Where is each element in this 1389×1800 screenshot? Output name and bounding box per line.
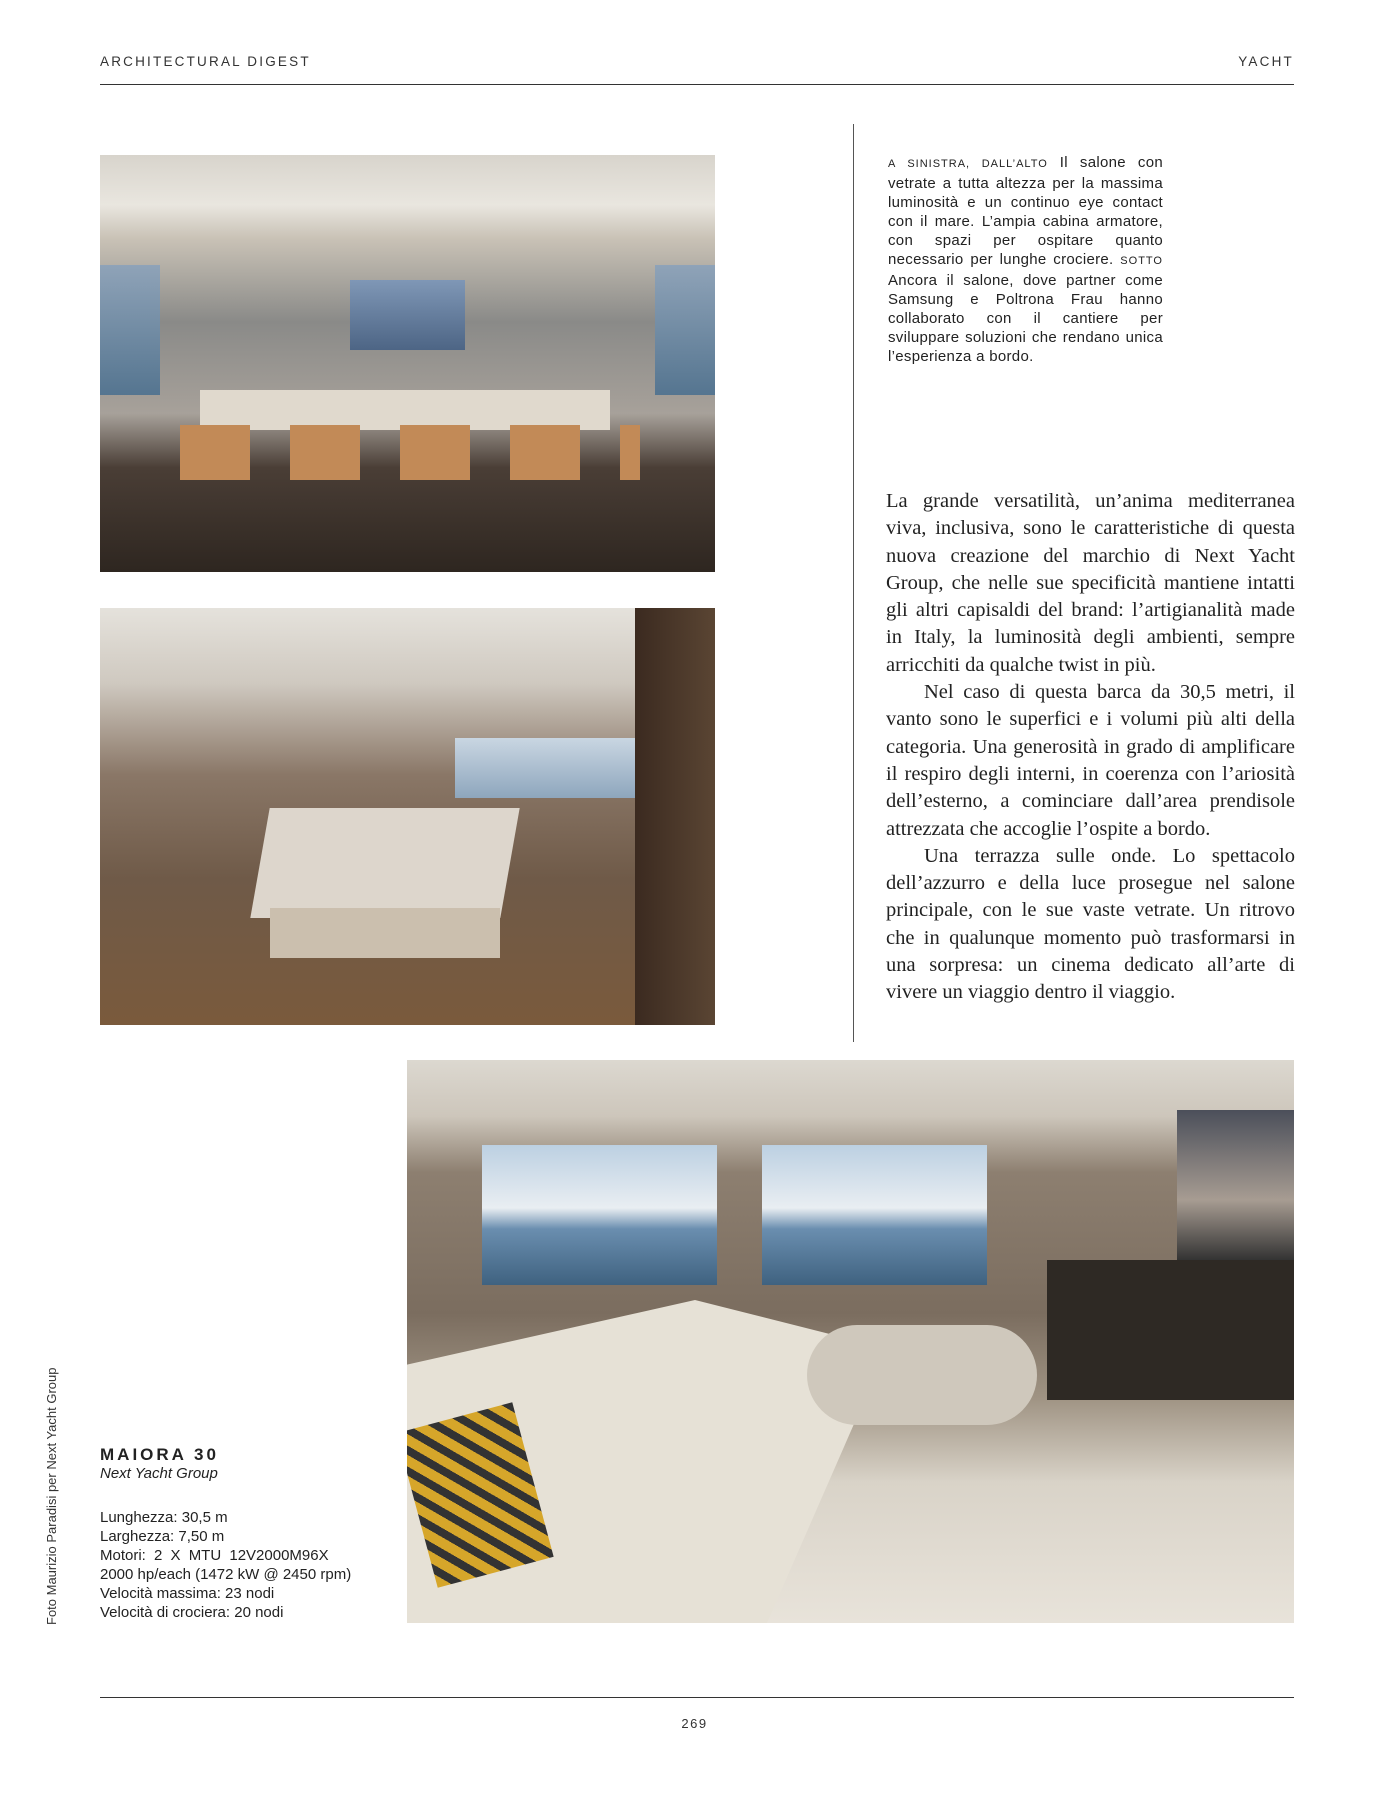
photo-master-cabin: [100, 608, 715, 1025]
paragraph: Nel caso di questa barca da 30,5 metri, il vanto sono le superfici e i volumi più alti della categoria. Una generosità in grado di amplificare il respiro degli interni, in coerenza con l’ariosità dell’esterno, a cominciare dall’area prendisole attrezzata che accoglie l’ospite a bordo.: [886, 681, 1295, 840]
caption-lead: SOTTO: [1120, 255, 1163, 267]
page-number: 269: [681, 1716, 708, 1731]
photo-main-salon: [407, 1060, 1294, 1623]
spec-box: [100, 1445, 351, 1622]
section-name: YACHT: [1238, 54, 1294, 69]
paragraph: Una terrazza sulle onde. Lo spettacolo dell’azzurro e della luce prosegue nel salone principale, con le sue vaste vetrate. Un ritrovo che in qualunque momento può trasformarsi in una sorpresa: un cinema dedicato all’arte di vivere un viaggio dentro il viaggio.: [886, 844, 1295, 1004]
footer-rule: [100, 1697, 1294, 1698]
spec-line: Velocità di crociera: 20 nodi: [100, 1604, 284, 1621]
column-divider: [853, 124, 854, 1042]
yacht-name: MAIORA 30: [100, 1445, 219, 1464]
caption-text: Ancora il salone, dove partner come Samsung e Poltrona Frau hanno collaborato con il cantiere per sviluppare soluzioni che rendano unica l’esperienza a bordo.: [888, 272, 1163, 365]
caption-lead: A SINISTRA, DALL’ALTO: [888, 158, 1048, 170]
spec-line: 2000 hp/each (1472 kW @ 2450 rpm): [100, 1566, 352, 1583]
builder-name: Next Yacht Group: [100, 1465, 218, 1482]
spec-line: Motori: 2 X MTU 12V2000M96X: [100, 1547, 329, 1564]
caption-text: Il salone con vetrate a tutta altezza per la massima luminosità e un continuo eye contact con il mare. L’ampia cabina armatore, con spazi per ospitare quanto necessario per lunghe crociere.: [888, 154, 1163, 268]
spec-line: Velocità massima: 23 nodi: [100, 1585, 275, 1602]
header-rule: [100, 84, 1294, 85]
spec-line: Larghezza: 7,50 m: [100, 1528, 225, 1545]
magazine-name: ARCHITECTURAL DIGEST: [100, 54, 311, 69]
paragraph: La grande versatilità, un’anima mediterranea viva, inclusiva, sono le caratteristiche di questa nuova creazione del marchio di Next Yacht Group, che nelle sue specificità mantiene intatti gli altri capisaldi del brand: l’artigianalità made in Italy, la luminosità degli ambienti, sempre arricchiti da qualche twist in più.: [886, 490, 1295, 676]
photo-credit: Foto Maurizio Paradisi per Next Yacht Group: [44, 1367, 59, 1625]
spec-line: Lunghezza: 30,5 m: [100, 1509, 228, 1526]
article-body: [886, 488, 1295, 1007]
photo-salon-dining: [100, 155, 715, 572]
photo-caption: [888, 153, 1163, 366]
